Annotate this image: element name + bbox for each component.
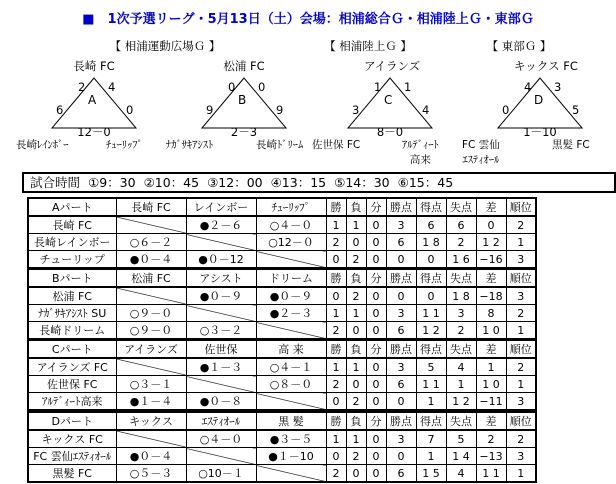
- group-table: [27, 339, 537, 411]
- stat-value: 3: [386, 216, 416, 234]
- group-table: [27, 411, 537, 483]
- stat-value: 2: [346, 448, 366, 465]
- stat-value: 5: [416, 358, 446, 376]
- stat-value: 1: [506, 322, 536, 340]
- stat-value: 1 1: [476, 465, 506, 483]
- stat-header: 順位: [506, 269, 536, 287]
- team-name: キックス FC: [28, 430, 116, 448]
- team-name: 松浦 FC: [28, 287, 116, 305]
- stat-value: 0: [386, 251, 416, 269]
- stat-value: 1 6: [446, 251, 476, 269]
- stat-value: 6: [416, 216, 446, 234]
- opponent-header: ドリーム: [256, 269, 326, 287]
- stat-value: 1 0: [476, 376, 506, 393]
- group-table: [27, 268, 537, 340]
- page-title: ■ 1次予選リーグ・5月13日（土）会場：相浦総合Ｇ・相浦陸上Ｇ・東部Ｇ: [82, 12, 534, 27]
- triangle-left-team: 佐世保 FC: [312, 139, 361, 151]
- stat-value: 0: [366, 448, 386, 465]
- group-name: Dパート: [28, 412, 116, 430]
- score-right-outer: 9: [276, 103, 284, 117]
- stat-value: 1 2: [446, 393, 476, 411]
- table-row: [28, 358, 536, 376]
- stat-header: 分: [366, 412, 386, 430]
- table-row: [28, 234, 536, 251]
- team-name: ｱﾙﾃﾞｨｰﾄ高来: [28, 393, 116, 411]
- self-match-cell: [116, 216, 186, 234]
- stat-value: 0: [326, 393, 346, 411]
- match-result: ○４－０: [256, 216, 326, 234]
- score-right-outer: 0: [126, 103, 134, 117]
- stat-value: 2: [446, 234, 476, 251]
- stat-header: 差: [476, 340, 506, 358]
- stat-header: 負: [346, 198, 366, 216]
- times-label: 試合時間: [30, 175, 81, 190]
- stat-value: 6: [446, 216, 476, 234]
- table-row: [28, 305, 536, 322]
- stat-value: 0: [326, 448, 346, 465]
- stat-value: 1: [416, 448, 446, 465]
- match-result: ○９－０: [116, 322, 186, 340]
- score-bottom: 1－10: [523, 125, 557, 139]
- stat-header: 負: [346, 412, 366, 430]
- stat-value: 0: [366, 393, 386, 411]
- stat-value: 3: [386, 430, 416, 448]
- stat-value: 3: [386, 305, 416, 322]
- triangle-right-team: 黒髪 FC: [552, 139, 590, 151]
- stat-value: 1: [506, 465, 536, 483]
- team-name: ﾅｶﾞｻｷｱｼｽﾄ SU: [28, 305, 116, 322]
- self-match-cell: [186, 376, 256, 393]
- stat-value: 2: [506, 430, 536, 448]
- stat-value: 0: [416, 287, 446, 305]
- stat-header: 失点: [446, 412, 476, 430]
- stat-value: 0: [386, 393, 416, 411]
- stat-value: 0: [366, 287, 386, 305]
- stat-value: 0: [326, 251, 346, 269]
- opponent-header: ｴｽﾃｨｵｰﾙ: [186, 412, 256, 430]
- score-left-outer: 3: [352, 103, 360, 117]
- table-row: [28, 448, 536, 465]
- match-result: ○５－３: [116, 465, 186, 483]
- match-result: ○９－０: [116, 305, 186, 322]
- triangle-group-letter: A: [88, 93, 97, 107]
- triangle-left-team: ﾅｶﾞｻｷｱｼｽﾄ: [166, 139, 214, 151]
- stat-value: 2: [326, 322, 346, 340]
- group-triangle: [460, 58, 614, 173]
- stat-header: 勝点: [386, 412, 416, 430]
- stat-value: 1 1: [416, 376, 446, 393]
- stat-header: 負: [346, 340, 366, 358]
- stat-value: −11: [476, 393, 506, 411]
- stat-value: 1 2: [476, 234, 506, 251]
- opponent-header: 高 来: [256, 340, 326, 358]
- stat-value: 1: [326, 358, 346, 376]
- self-match-cell: [186, 305, 256, 322]
- stat-value: 0: [346, 322, 366, 340]
- stat-value: 2: [326, 234, 346, 251]
- stat-value: 2: [346, 251, 366, 269]
- self-match-cell: [186, 448, 256, 465]
- stat-value: 1: [326, 305, 346, 322]
- triangle-top-team: アイランズ: [364, 59, 421, 73]
- match-result: ●０－12: [186, 251, 256, 269]
- stat-value: 2: [326, 376, 346, 393]
- match-result: ○10－１: [186, 465, 256, 483]
- stat-header: 分: [366, 198, 386, 216]
- stat-value: 0: [366, 305, 386, 322]
- opponent-header: ﾁｭｰﾘｯﾌﾟ: [256, 198, 326, 216]
- stat-value: 1: [506, 234, 536, 251]
- stat-header: 得点: [416, 340, 446, 358]
- team-name: FC 雲仙ｴｽﾃｨｵｰﾙ: [28, 448, 116, 465]
- score-left-inner: 0: [228, 80, 236, 94]
- score-right-inner: 3: [554, 80, 562, 94]
- triangle-right-team: 長崎ﾄﾞﾘｰﾑ: [256, 139, 304, 151]
- group-triangle: [14, 58, 168, 173]
- stat-value: 1 8: [416, 234, 446, 251]
- stat-value: 1 4: [446, 448, 476, 465]
- self-match-cell: [116, 287, 186, 305]
- stat-value: 0: [346, 234, 366, 251]
- table-header-row: [28, 412, 536, 430]
- stat-value: 1: [476, 358, 506, 376]
- stat-header: 順位: [506, 198, 536, 216]
- time-slot: ③12：00: [207, 175, 263, 190]
- table-row: [28, 393, 536, 411]
- score-right-inner: 0: [258, 80, 266, 94]
- stat-header: 勝: [326, 269, 346, 287]
- group-triangle: [310, 58, 464, 173]
- group-triangle: [164, 58, 318, 173]
- time-slot: ①9：30: [88, 175, 136, 190]
- stat-value: 1 0: [476, 322, 506, 340]
- self-match-cell: [116, 358, 186, 376]
- stat-header: 得点: [416, 198, 446, 216]
- table-header-row: [28, 198, 536, 216]
- stat-value: 2: [506, 216, 536, 234]
- triangle-group-letter: C: [384, 93, 393, 107]
- stat-value: 0: [346, 376, 366, 393]
- stat-value: 0: [386, 287, 416, 305]
- stat-value: 0: [366, 465, 386, 483]
- opponent-header: アシスト: [186, 269, 256, 287]
- stat-value: 0: [346, 465, 366, 483]
- match-result: ○３－２: [186, 322, 256, 340]
- opponent-header: 黒 髪: [256, 412, 326, 430]
- stat-value: 2: [446, 322, 476, 340]
- table-row: [28, 376, 536, 393]
- triangle-left-team: 長崎ﾚｲﾝﾎﾞｰ: [16, 139, 69, 151]
- time-slot: ⑥15：45: [397, 175, 454, 190]
- stat-header: 失点: [446, 269, 476, 287]
- stat-value: 7: [416, 430, 446, 448]
- stat-header: 勝点: [386, 269, 416, 287]
- self-match-cell: [116, 430, 186, 448]
- stat-value: 2: [346, 287, 366, 305]
- opponent-header: 長崎 FC: [116, 198, 186, 216]
- score-bottom: 12－0: [77, 125, 111, 139]
- stat-value: 6: [386, 322, 416, 340]
- self-match-cell: [256, 322, 326, 340]
- team-name: 長崎 FC: [28, 216, 116, 234]
- match-result: ●０－９: [256, 287, 326, 305]
- stat-value: 0: [366, 430, 386, 448]
- match-times: [22, 172, 616, 193]
- table-row: [28, 322, 536, 340]
- venue-label-2: 【 相浦陸上Ｇ 】: [324, 39, 412, 53]
- match-result: ○８－０: [256, 376, 326, 393]
- group-name: Cパート: [28, 340, 116, 358]
- stat-header: 差: [476, 412, 506, 430]
- stat-header: 勝: [326, 340, 346, 358]
- stat-header: 順位: [506, 340, 536, 358]
- match-result: ●１－４: [116, 393, 186, 411]
- score-left-outer: 9: [206, 103, 214, 117]
- triangle-top-team: 長崎 FC: [73, 59, 115, 73]
- match-result: ○４－０: [186, 430, 256, 448]
- match-result: ●１－３: [186, 358, 256, 376]
- stat-header: 差: [476, 198, 506, 216]
- triangle-top-team: 松浦 FC: [223, 59, 265, 73]
- venue-label-1: 【 相浦運動広場Ｇ 】: [109, 39, 221, 53]
- stat-value: 6: [386, 465, 416, 483]
- match-result: ●３－５: [256, 430, 326, 448]
- triangle-top-team: キックス FC: [514, 59, 578, 73]
- stat-header: 勝点: [386, 340, 416, 358]
- stat-value: 1: [326, 430, 346, 448]
- table-header-row: [28, 269, 536, 287]
- time-slot: ⑤14：30: [334, 175, 390, 190]
- stat-value: 8: [476, 305, 506, 322]
- group-table: [27, 197, 537, 269]
- match-result: ●２－６: [186, 216, 256, 234]
- stat-value: 0: [366, 322, 386, 340]
- stat-value: 2: [506, 305, 536, 322]
- stat-value: 0: [366, 216, 386, 234]
- stat-value: 1 5: [416, 465, 446, 483]
- score-left-inner: 1: [374, 80, 382, 94]
- opponent-header: アイランズ: [116, 340, 186, 358]
- stat-value: 0: [476, 216, 506, 234]
- match-result: ○12－０: [256, 234, 326, 251]
- self-match-cell: [256, 393, 326, 411]
- team-name: 長崎ドリーム: [28, 322, 116, 340]
- stat-header: 失点: [446, 340, 476, 358]
- stat-value: 4: [446, 465, 476, 483]
- team-name: チューリップ: [28, 251, 116, 269]
- stat-value: 2: [506, 358, 536, 376]
- stat-value: 3: [446, 305, 476, 322]
- stat-value: 1 1: [416, 305, 446, 322]
- stat-value: −13: [476, 448, 506, 465]
- opponent-header: キックス: [116, 412, 186, 430]
- stat-value: 0: [386, 448, 416, 465]
- stat-value: 3: [506, 287, 536, 305]
- stat-value: 4: [446, 358, 476, 376]
- triangle-right-team: ｱﾙﾃﾞｨｰﾄ 高来: [402, 139, 439, 166]
- venue-label-3: 【 東部Ｇ 】: [486, 39, 552, 53]
- stat-value: 1: [326, 216, 346, 234]
- match-result: ●０－９: [186, 287, 256, 305]
- team-name: 黒髪 FC: [28, 465, 116, 483]
- stat-value: 5: [446, 430, 476, 448]
- stat-header: 分: [366, 269, 386, 287]
- table-row: [28, 216, 536, 234]
- group-name: Aパート: [28, 198, 116, 216]
- match-result: ●０－８: [186, 393, 256, 411]
- score-right-inner: 4: [108, 80, 116, 94]
- triangle-left-team: FC 雲仙 ｴｽﾃｨｵｰﾙ: [462, 139, 500, 166]
- stat-value: 1 2: [416, 322, 446, 340]
- time-slot: ②10：45: [143, 175, 200, 190]
- triangle-group-letter: D: [534, 93, 544, 107]
- score-left-inner: 4: [524, 80, 532, 94]
- stat-value: 6: [386, 376, 416, 393]
- score-bottom: 2－3: [230, 125, 258, 139]
- stat-value: 2: [476, 430, 506, 448]
- table-row: [28, 465, 536, 483]
- stat-value: 0: [366, 358, 386, 376]
- self-match-cell: [186, 234, 256, 251]
- stat-value: 3: [506, 448, 536, 465]
- stat-header: 分: [366, 340, 386, 358]
- stat-value: 1 8: [446, 287, 476, 305]
- stat-value: 1: [346, 216, 366, 234]
- stat-header: 順位: [506, 412, 536, 430]
- stat-header: 勝: [326, 412, 346, 430]
- table-row: [28, 251, 536, 269]
- stat-value: 1: [346, 305, 366, 322]
- match-result: ○３－１: [116, 376, 186, 393]
- triangle-right-team: ﾁｭｰﾘｯﾌﾟ: [106, 139, 143, 151]
- score-left-inner: 2: [78, 80, 86, 94]
- stat-value: 1: [346, 358, 366, 376]
- stat-value: 0: [326, 287, 346, 305]
- stat-value: 2: [346, 393, 366, 411]
- match-result: ●２－３: [256, 305, 326, 322]
- time-slot: ④13：15: [270, 175, 327, 190]
- group-name: Bパート: [28, 269, 116, 287]
- stat-header: 得点: [416, 269, 446, 287]
- stat-header: 得点: [416, 412, 446, 430]
- stat-value: 3: [506, 393, 536, 411]
- match-result: ●１－10: [256, 448, 326, 465]
- team-name: アイランズ FC: [28, 358, 116, 376]
- self-match-cell: [256, 465, 326, 483]
- stat-value: 1: [416, 393, 446, 411]
- opponent-header: レインボー: [186, 198, 256, 216]
- stat-header: 失点: [446, 198, 476, 216]
- score-bottom: 8－0: [376, 125, 404, 139]
- table-header-row: [28, 340, 536, 358]
- self-match-cell: [256, 251, 326, 269]
- team-name: 長崎レインボー: [28, 234, 116, 251]
- triangle-group-letter: B: [238, 93, 247, 107]
- opponent-header: 佐世保: [186, 340, 256, 358]
- stat-value: 0: [416, 251, 446, 269]
- stat-header: 勝: [326, 198, 346, 216]
- stat-value: 1: [346, 430, 366, 448]
- stat-value: 2: [326, 465, 346, 483]
- stat-header: 負: [346, 269, 366, 287]
- score-left-outer: 6: [56, 103, 64, 117]
- table-row: [28, 287, 536, 305]
- stat-value: 6: [386, 234, 416, 251]
- score-left-outer: 0: [502, 103, 510, 117]
- match-result: ●０－４: [116, 448, 186, 465]
- stat-value: 3: [506, 251, 536, 269]
- score-right-inner: 1: [404, 80, 412, 94]
- stat-value: 0: [366, 251, 386, 269]
- table-row: [28, 430, 536, 448]
- team-name: 佐世保 FC: [28, 376, 116, 393]
- stat-value: 1: [446, 376, 476, 393]
- stat-value: −16: [476, 251, 506, 269]
- stat-value: 0: [366, 376, 386, 393]
- match-result: ○６－２: [116, 234, 186, 251]
- opponent-header: 松浦 FC: [116, 269, 186, 287]
- stat-value: 1: [506, 376, 536, 393]
- score-right-outer: 4: [422, 103, 430, 117]
- stat-header: 勝点: [386, 198, 416, 216]
- match-result: ○４－１: [256, 358, 326, 376]
- score-right-outer: 5: [572, 103, 580, 117]
- stat-value: 3: [386, 358, 416, 376]
- stat-value: 0: [366, 234, 386, 251]
- stat-header: 差: [476, 269, 506, 287]
- stat-value: −18: [476, 287, 506, 305]
- match-result: ●０－４: [116, 251, 186, 269]
